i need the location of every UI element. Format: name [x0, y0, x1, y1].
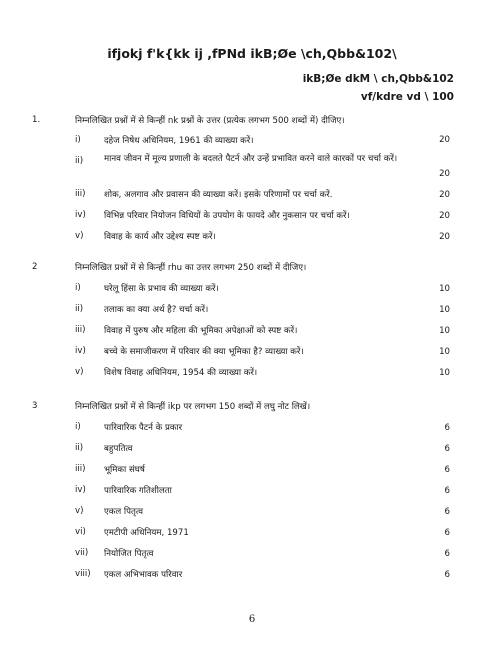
question-number: 3: [32, 401, 38, 411]
item-marks: 6: [444, 486, 450, 496]
question-number: 2: [32, 262, 38, 272]
question-item: पारिवारिक गतिशीलता: [104, 486, 172, 496]
question-item: बच्चे के समाजीकरण में परिवार की क्या भूमिका है? व्याख्या करें।: [104, 347, 304, 357]
item-marks: 6: [444, 570, 450, 580]
item-roman: iii): [75, 464, 86, 474]
document-title: ifjokj f'k{kk ij ,fPNd ikB;Øe \ch,Qbb&102\: [107, 46, 397, 61]
item-marks: 6: [444, 528, 450, 538]
item-marks: 10: [439, 368, 450, 378]
item-marks: 20: [439, 135, 450, 145]
item-roman: i): [75, 422, 81, 432]
item-roman: vii): [75, 548, 89, 558]
item-roman: viii): [75, 569, 91, 579]
question-item: नियोजित पितृत्व: [104, 549, 154, 559]
max-marks: vf/kdre vd \ 100: [360, 91, 454, 103]
question-prompt: निम्नलिखित प्रश्नों में से किन्हीं ikp पर लगभग 150 शब्दों में लघु नोट लिखें।: [75, 402, 311, 412]
item-roman: ii): [75, 443, 84, 453]
question-item: विभिन्न परिवार नियोजन विधियों के उपयोग के फायदे और नुकसान पर चर्चा करें।: [104, 211, 350, 221]
item-roman: iv): [75, 485, 86, 495]
question-item: मानव जीवन में मूल्य प्रणाली के बदलते पैटर्न और उन्हें प्रभावित करने वाले कारकों पर चर्चा करें।: [104, 154, 398, 164]
question-item: एमटीपी अधिनियम, 1971: [104, 528, 189, 538]
page-number: 6: [248, 614, 256, 625]
item-marks: 20: [439, 190, 450, 200]
item-roman: ii): [75, 156, 84, 166]
item-roman: vi): [75, 527, 86, 537]
item-roman: v): [75, 367, 84, 377]
item-marks: 10: [439, 284, 450, 294]
question-item: पारिवारिक पैटर्न के प्रकार: [104, 423, 183, 433]
item-marks: 20: [439, 232, 450, 242]
question-prompt: निम्नलिखित प्रश्नों में से किन्हीं nk प्रश्नों के उत्तर (प्रत्येक लगभग 500 शब्दों में) दीजिए।: [75, 116, 345, 126]
item-marks: 6: [444, 549, 450, 559]
item-roman: i): [75, 135, 81, 145]
question-number: 1.: [32, 115, 41, 125]
question-item: दहेज निषेध अधिनियम, 1961 की व्याख्या करें।: [104, 136, 254, 146]
question-item: विवाह के कार्य और उद्देश्य स्पष्ट करें।: [104, 232, 216, 242]
item-roman: v): [75, 506, 84, 516]
question-item: घरेलू हिंसा के प्रभाव की व्याख्या करें।: [104, 284, 219, 294]
item-roman: v): [75, 231, 84, 241]
question-item: भूमिका संघर्ष: [104, 465, 145, 475]
question-item: तलाक का क्या अर्थ है? चर्चा करें।: [104, 305, 209, 315]
question-prompt: निम्नलिखित प्रश्नों में से किन्हीं rhu का उत्तर लगभग 250 शब्दों में दीजिए।: [75, 263, 307, 273]
course-code: ikB;Øe dkM \ ch,Qbb&102: [302, 73, 454, 85]
question-item: बहुपतित्व: [104, 444, 133, 454]
item-marks: 6: [444, 444, 450, 454]
item-marks: 20: [439, 211, 450, 221]
item-roman: iii): [75, 325, 86, 335]
item-marks: 10: [439, 305, 450, 315]
item-marks: 6: [444, 423, 450, 433]
question-item: एकल अभिभावक परिवार: [104, 570, 183, 580]
question-item: विशेष विवाह अधिनियम, 1954 की व्याख्या करें।: [104, 368, 258, 378]
item-roman: i): [75, 283, 81, 293]
item-marks: 10: [439, 347, 450, 357]
item-roman: ii): [75, 304, 84, 314]
item-marks: 6: [444, 507, 450, 517]
item-roman: iv): [75, 346, 86, 356]
item-marks: 20: [439, 169, 450, 179]
question-item: एकल पितृत्व: [104, 507, 143, 517]
item-marks: 6: [444, 465, 450, 475]
item-roman: iv): [75, 210, 86, 220]
question-item: विवाह में पुरुष और महिला की भूमिका अपेक्षाओं को स्पष्ट करें।: [104, 326, 298, 336]
item-roman: iii): [75, 189, 86, 199]
item-marks: 10: [439, 326, 450, 336]
question-item: शोक, अलगाव और प्रवासन की व्याख्या करें। इसके परिणामों पर चर्चा करें.: [104, 190, 333, 200]
